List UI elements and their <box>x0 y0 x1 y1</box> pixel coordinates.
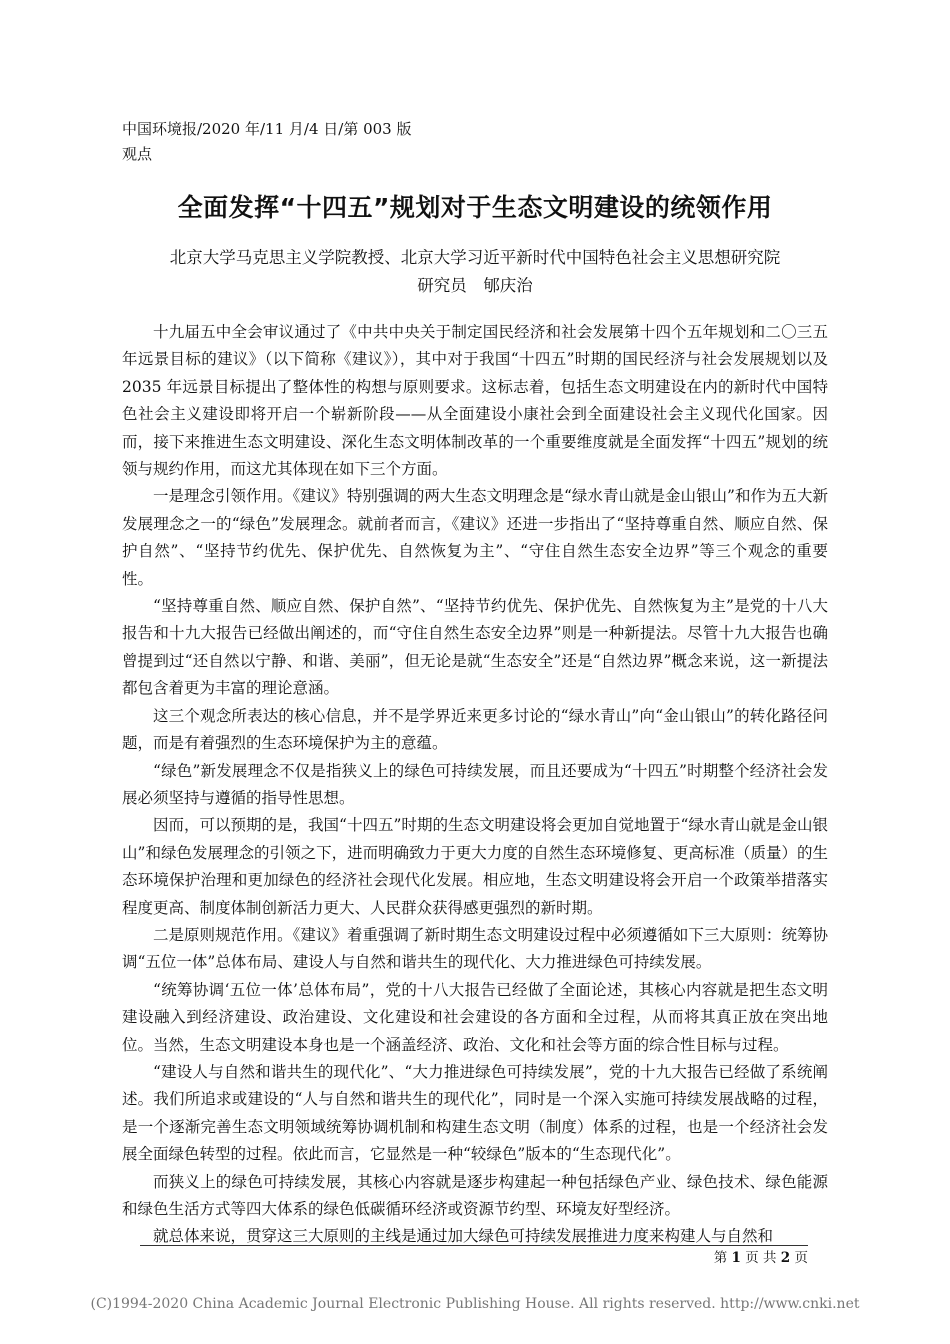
paragraph: 十九届五中全会审议通过了《中共中央关于制定国民经济和社会发展第十四个五年规划和二〇三五年远景目标的建议》（以下简称《建议》），其中对于我国“十四五”时期的国民经济与社会发展规划以及 2035 年远景目标提出了整体性的构想与原则要求。这标志着，包括生态文明建设在内的新时代中国特色社会主义建设即将开启一个崭新阶段——从全面建设小康社会到全面建设社会主义现代化国家。因而，接下来推进生态文明建设、深化生态文明体制改革的一个重要维度就是全面发挥“十四五”规划的统领与规约作用，而这尤其体现在如下三个方面。 <box>122 323 828 479</box>
author-block <box>100 244 850 300</box>
paragraph: “建设人与自然和谐共生的现代化”、“大力推进绿色可持续发展”，党的十九大报告已经做了系统阐述。我们所追求或建设的“人与自然和谐共生的现代化”，同时是一个深入实施可持续发展战略的过程，是一个逐渐完善生态文明领域统筹协调机制和构建生态文明（制度）体系的过程，也是一个经济社会发展全面绿色转型的过程。依此而言，它显然是一种“较绿色”版本的“生态现代化”。 <box>122 1062 828 1164</box>
page-current: 1 <box>731 1250 741 1266</box>
page-number <box>714 1246 808 1266</box>
page-mid: 页 共 <box>745 1250 777 1266</box>
article-body <box>122 319 828 1251</box>
paragraph: 一是理念引领作用。《建议》特别强调的两大生态文明理念是“绿水青山就是金山银山”和作为五大新发展理念之一的“绿色”发展理念。就前者而言，《建议》还进一步指出了“坚持尊重自然、顺应自然、保护自然”、“坚持节约优先、保护优先、自然恢复为主”、“守住自然生态安全边界”等三个观念的重要性。 <box>122 487 828 588</box>
paragraph: 就总体来说，贯穿这三大原则的主线是通过加大绿色可持续发展推进力度来构建人与自然和 <box>153 1227 774 1246</box>
paragraph: “统筹协调‘五位一体’总体布局”，党的十八大报告已经做了全面论述，其核心内容就是把生态文明建设融入到经济建设、政治建设、文化建设和社会建设的各方面和全过程，从而将其真正放在突出地位。当然，生态文明建设本身也是一个涵盖经济、政治、文化和社会等方面的综合性目标与过程。 <box>122 980 828 1054</box>
paragraph: “坚持尊重自然、顺应自然、保护自然”、“坚持节约优先、保护优先、自然恢复为主”是党的十八大报告和十九大报告已经做出阐述的，而“守住自然生态安全边界”则是一种新提法。尽管十九大报告也确曾提到过“还自然以宁静、和谐、美丽”，但无论是就“生态安全”还是“自然边界”概念来说，这一新提法都包含着更为丰富的理论意涵。 <box>122 597 828 698</box>
paragraph: 而狭义上的绿色可持续发展，其核心内容就是逐步构建起一种包括绿色产业、绿色技术、绿色能源和绿色生活方式等四大体系的绿色低碳循环经济或资源节约型、环境友好型经济。 <box>122 1172 828 1218</box>
page-suffix: 页 <box>794 1250 808 1266</box>
footer-divider <box>140 1245 808 1246</box>
page-total: 2 <box>780 1250 791 1266</box>
paragraph: “绿色”新发展理念不仅是指狭义上的绿色可持续发展，而且还要成为“十四五”时期整个经济社会发展必须坚持与遵循的指导性思想。 <box>122 761 828 807</box>
paragraph: 这三个观念所表达的核心信息，并不是学界近来更多讨论的“绿水青山”向“金山银山”的转化路径问题，而是有着强烈的生态环境保护为主的意蕴。 <box>122 706 828 753</box>
source-line: 中国环境报/2020 年/11 月/4 日/第 003 版 <box>122 120 412 138</box>
page-prefix: 第 <box>713 1250 728 1266</box>
copyright-notice: (C)1994-2020 China Academic Journal Electronic Publishing House. All rights reserved. http://www.cnki.net <box>90 1296 860 1312</box>
author-affiliation: 北京大学马克思主义学院教授、北京大学习近平新时代中国特色社会主义思想研究院 <box>169 248 781 267</box>
article-title: 全面发挥“十四五”规划对于生态文明建设的统领作用 <box>177 193 773 222</box>
source-info <box>122 117 412 167</box>
paragraph: 二是原则规范作用。《建议》着重强调了新时期生态文明建设过程中必须遵循如下三大原则：统筹协调“五位一体”总体布局、建设人与自然和谐共生的现代化、大力推进绿色可持续发展。 <box>122 925 828 972</box>
column-label: 观点 <box>122 145 153 163</box>
author-role-name: 研究员 郇庆治 <box>417 276 533 295</box>
paragraph: 因而，可以预期的是，我国“十四五”时期的生态文明建设将会更加自觉地置于“绿水青山就是金山银山”和绿色发展理念的引领之下，进而明确致力于更大力度的自然生态环境修复、更高标准（质量）的生态环境保护治理和更加绿色的经济社会现代化发展。相应地，生态文明建设将会开启一个政策举措落实程度更高、制度体制创新活力更大、人民群众获得感更强烈的新时期。 <box>122 816 828 917</box>
